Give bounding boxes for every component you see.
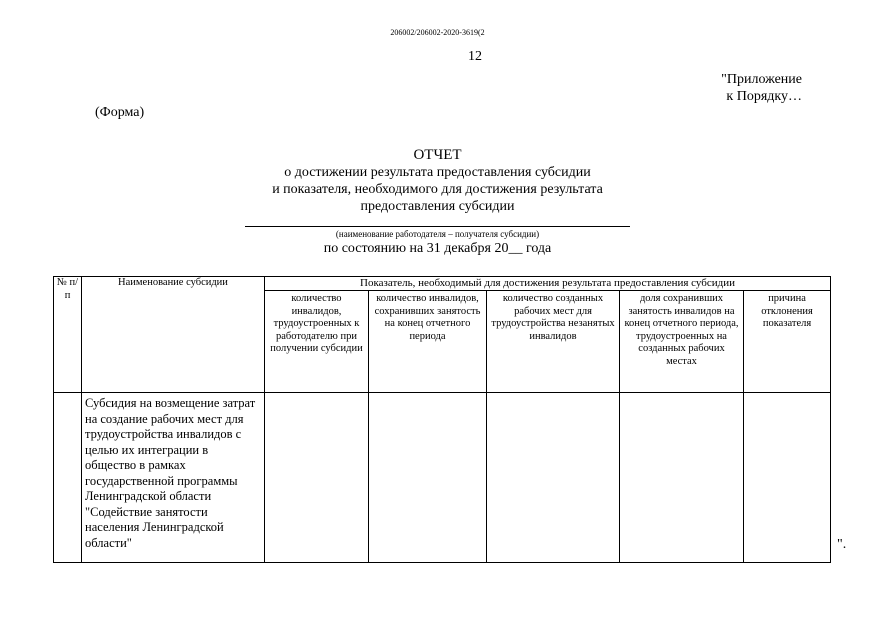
cell-retained-count[interactable] (369, 393, 487, 563)
report-title (0, 147, 875, 215)
title-line-2: и показателя, необходимого для достижения результата (272, 182, 603, 197)
cell-subsidy-name: Субсидия на возмещение затрат на создание рабочих мест для трудоустройства инвалидов с целью их интеграции в общество в рамках государственной программы Ленинградской области "Содействие занятости населения Ленинградской области" (82, 393, 265, 563)
header-deviation-reason: причина отклонения показателя (744, 291, 831, 393)
appendix-line-2: к Порядку… (726, 89, 802, 104)
header-row-number: № п/п (54, 277, 82, 393)
cell-retained-share[interactable] (620, 393, 744, 563)
header-employed-count: количество инвалидов, трудоустроенных к работодателю при получении субсидии (265, 291, 369, 393)
title-main: ОТЧЕТ (413, 147, 462, 163)
closing-quote-mark: ". (837, 537, 847, 552)
page-number: 12 (468, 49, 482, 64)
cell-employed-count[interactable] (265, 393, 369, 563)
report-date-line: по состоянию на 31 декабря 20__ года (323, 241, 552, 256)
recipient-name-caption: (наименование работодателя – получателя субсидии) (335, 229, 540, 239)
header-indicator-group: Показатель, необходимый для достижения результата предоставления субсидии (265, 277, 831, 291)
header-subsidy-name: Наименование субсидии (82, 277, 265, 393)
appendix-line-1: "Приложение (721, 72, 802, 87)
document-id: 206002/206002-2020-3619(2 (390, 28, 485, 37)
cell-created-jobs[interactable] (487, 393, 620, 563)
header-created-jobs: количество созданных рабочих мест для трудоустройства незанятых инвалидов (487, 291, 620, 393)
header-retained-share: доля сохранивших занятость инвалидов на конец отчетного периода, трудоустроенных на созданных рабочих местах (620, 291, 744, 393)
appendix-reference (721, 71, 802, 105)
cell-deviation-reason[interactable] (744, 393, 831, 563)
table-row (54, 393, 831, 563)
form-label: (Форма) (95, 105, 145, 120)
cell-row-number[interactable] (54, 393, 82, 563)
recipient-name-line[interactable] (245, 226, 630, 227)
header-retained-count: количество инвалидов, сохранивших занятость на конец отчетного периода (369, 291, 487, 393)
report-table (53, 276, 831, 563)
title-line-3: предоставления субсидии (360, 199, 515, 214)
title-line-1: о достижении результата предоставления субсидии (284, 165, 591, 180)
